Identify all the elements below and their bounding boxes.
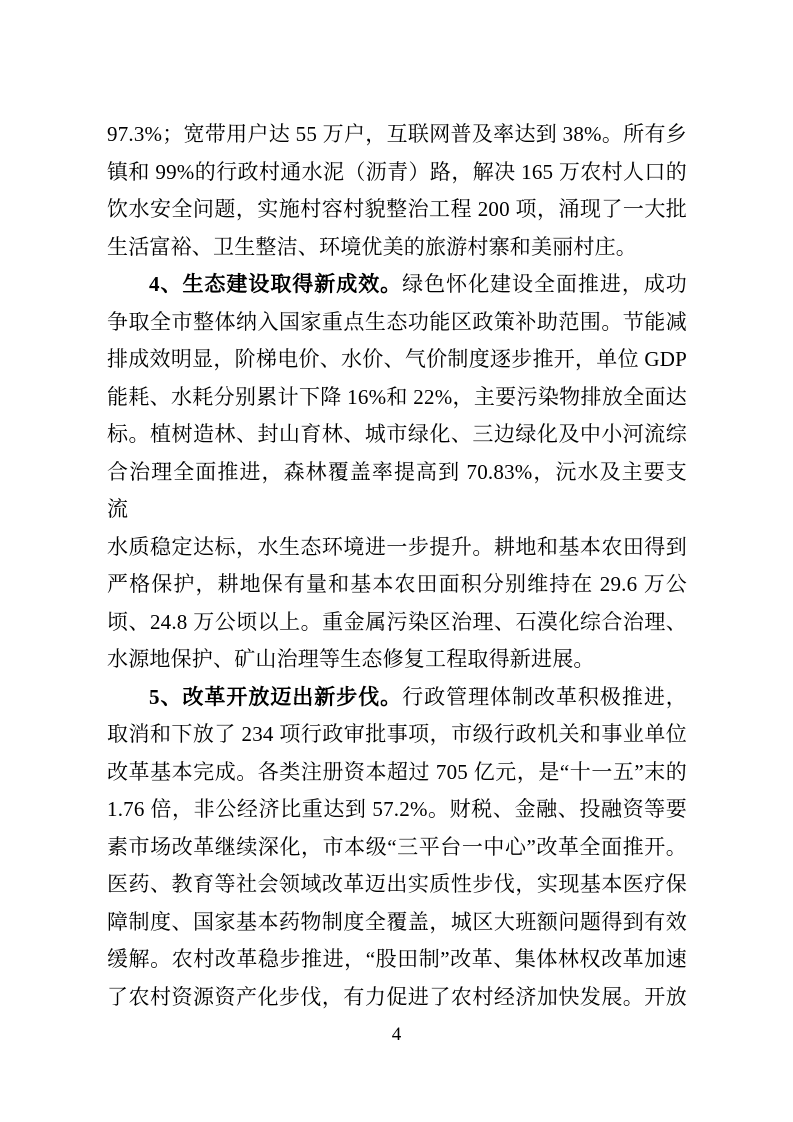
text-line: 97.3%；宽带用户达 55 万户，互联网普及率达到 38%。所有乡	[107, 122, 687, 146]
text-line: 取消和下放了 234 项行政审批事项，市级行政机关和事业单位	[107, 722, 687, 746]
text-line: 争取全市整体纳入国家重点生态功能区政策补助范围。节能减	[107, 309, 687, 334]
text-line: 素市场改革继续深化，市本级“三平台一中心”改革全面推开。	[107, 834, 687, 859]
text-line: 严格保护，耕地保有量和基本农田面积分别维持在 29.6 万公	[107, 572, 687, 596]
paragraph-heading: 5、改革开放迈出新步伐。	[149, 684, 403, 709]
text-line: 合治理全面推进，森林覆盖率提高到 70.83%，沅水及主要支流	[107, 459, 687, 521]
text-line: 顷、24.8 万公顷以上。重金属污染区治理、石漠化综合治理、	[107, 609, 687, 634]
text-line: 水源地保护、矿山治理等生态修复工程取得新进展。	[107, 647, 595, 671]
text-line: 医药、教育等社会领域改革迈出实质性步伐，实现基本医疗保	[107, 872, 687, 896]
text-line: 标。植树造林、封山育林、城市绿化、三边绿化及中小河流综	[107, 422, 687, 446]
text-line: 镇和 99%的行政村通水泥（沥青）路，解决 165 万农村人口的	[107, 159, 687, 184]
paragraph-heading: 4、生态建设取得新成效。	[149, 272, 403, 296]
page-number: 4	[391, 1024, 402, 1045]
text-line: 改革基本完成。各类注册资本超过 705 亿元，是“十一五”末的	[107, 759, 687, 784]
text-line: 缓解。农村改革稳步推进，“股田制”改革、集体林权改革加速	[107, 947, 687, 971]
text-line: 4、生态建设取得新成效。绿色怀化建设全面推进，成功	[149, 272, 687, 296]
text-line: 水质稳定达标，水生态环境进一步提升。耕地和基本农田得到	[107, 534, 687, 559]
text-line: 排成效明显，阶梯电价、水价、气价制度逐步推开，单位 GDP	[107, 347, 687, 371]
footer	[0, 1022, 793, 1048]
text-line: 生活富裕、卫生整洁、环境优美的旅游村寨和美丽村庄。	[107, 234, 637, 259]
text-line: 了农村资源资产化步伐，有力促进了农村经济加快发展。开放	[107, 984, 687, 1009]
text-line: 饮水安全问题，实施村容村貌整治工程 200 项，涌现了一大批	[107, 197, 687, 221]
text-line: 障制度、国家基本药物制度全覆盖，城区大班额问题得到有效	[107, 909, 687, 934]
text-block	[107, 116, 687, 1016]
text-line: 5、改革开放迈出新步伐。行政管理体制改革积极推进，	[149, 684, 687, 709]
text-line: 1.76 倍，非公经济比重达到 57.2%。财税、金融、投融资等要	[107, 797, 687, 821]
text-line: 能耗、水耗分别累计下降 16%和 22%，主要污染物排放全面达	[107, 384, 687, 409]
